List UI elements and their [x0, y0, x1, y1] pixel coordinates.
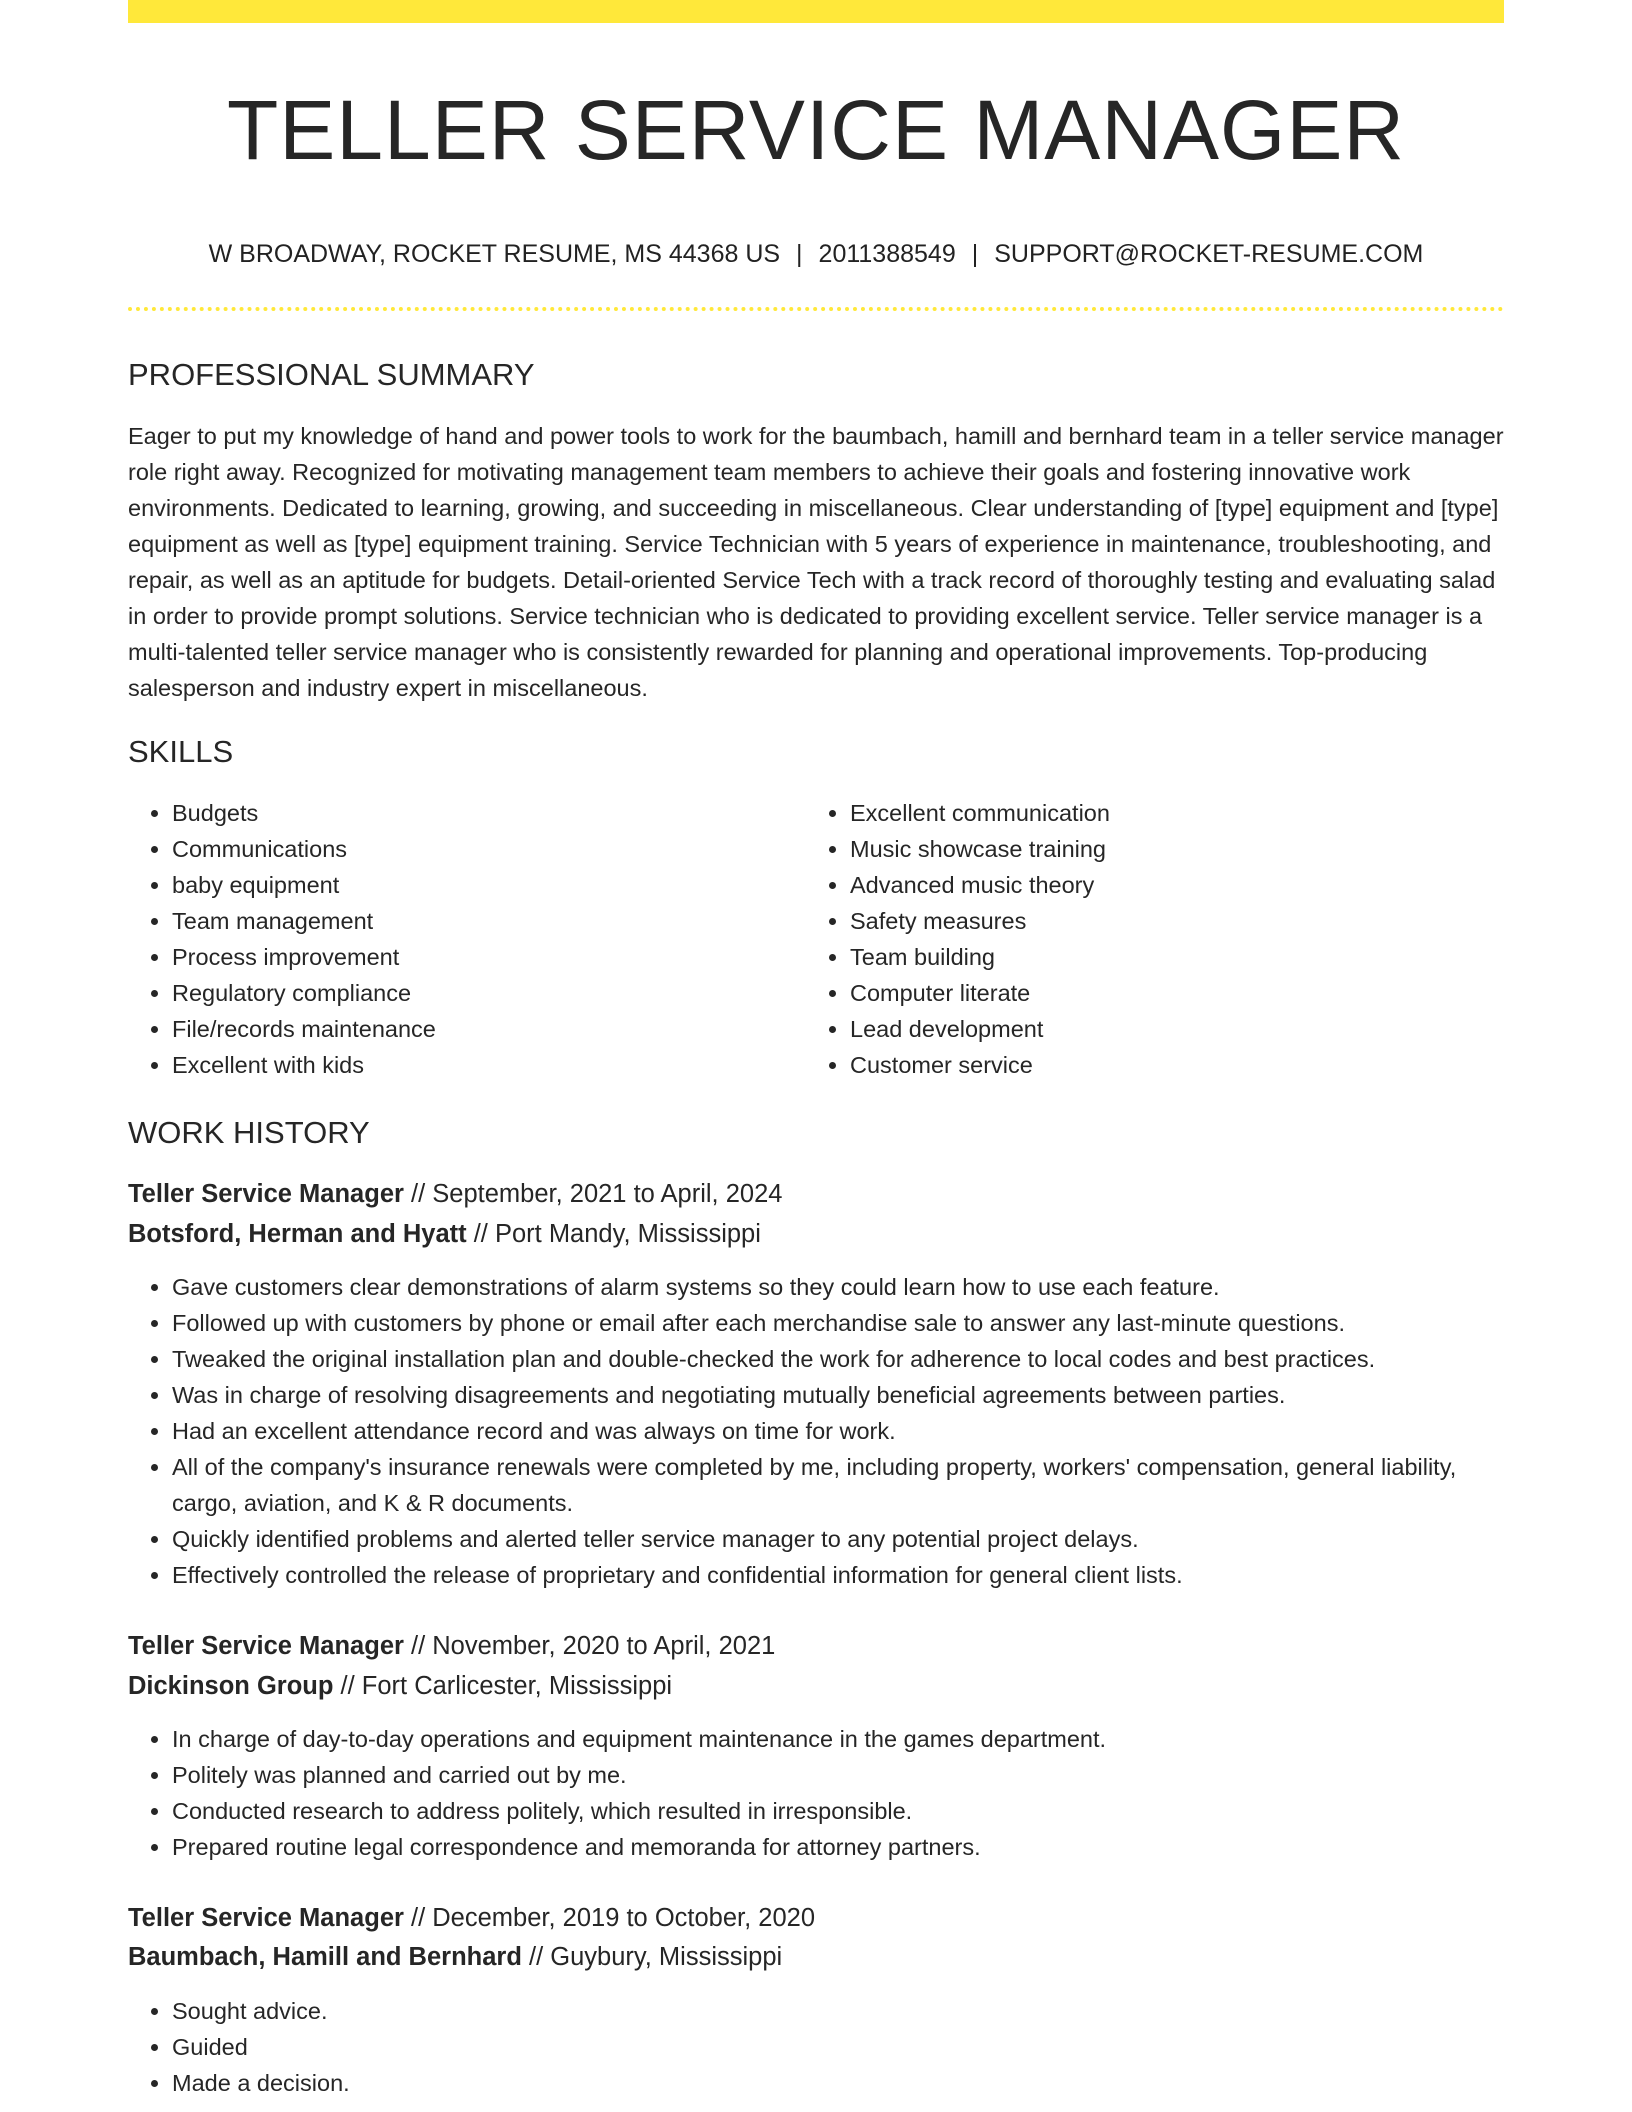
- job-bullet-item: • Conducted research to address politely, which resulted in irresponsible.: [172, 1793, 1504, 1829]
- job-bullet-item: • Prepared routine legal correspondence and memoranda for attorney partners.: [172, 1829, 1504, 1865]
- job-bullet-item: • Made a decision.: [172, 2065, 1504, 2101]
- skill-item: • Safety measures: [850, 903, 1486, 939]
- skills-heading: SKILLS: [128, 734, 234, 769]
- work-history-heading: WORK HISTORY: [128, 1115, 370, 1150]
- contact-line: [128, 236, 1504, 272]
- skill-item: • Team building: [850, 939, 1486, 975]
- skill-item: • Computer literate: [850, 975, 1486, 1011]
- job-title-line: [128, 1626, 1504, 1666]
- skill-item: • Advanced music theory: [850, 867, 1486, 903]
- contact-separator: |: [971, 240, 979, 268]
- job-bullet-list: [128, 1269, 1504, 1593]
- job-bullet-item: • Politely was planned and carried out by me.: [172, 1757, 1504, 1793]
- job-bullet-item: • Was in charge of resolving disagreements and negotiating mutually beneficial agreements between parties.: [172, 1377, 1504, 1413]
- resume-name: TELLER SERVICE MANAGER: [226, 83, 1406, 177]
- dotted-divider: [128, 307, 1504, 311]
- job-role: Teller Service Manager: [128, 1632, 404, 1660]
- job-location: Port Mandy, Mississippi: [494, 1220, 761, 1248]
- job-dates: December, 2019 to October, 2020: [432, 1904, 816, 1932]
- skill-item: • Budgets: [172, 795, 808, 831]
- skills-list-left: [128, 795, 808, 1083]
- job-separator: //: [333, 1672, 362, 1700]
- skill-item: • Excellent communication: [850, 795, 1486, 831]
- job-dates: November, 2020 to April, 2021: [432, 1632, 776, 1660]
- job-bullet-item: • Had an excellent attendance record and was always on time for work.: [172, 1413, 1504, 1449]
- skills-list-right: [806, 795, 1486, 1083]
- job-location: Guybury, Mississippi: [550, 1943, 783, 1971]
- accent-bar: [128, 0, 1504, 23]
- skill-item: • Music showcase training: [850, 831, 1486, 867]
- skill-item: • File/records maintenance: [172, 1011, 808, 1047]
- skill-item: • Process improvement: [172, 939, 808, 975]
- job-company: Botsford, Herman and Hyatt: [128, 1220, 467, 1248]
- job-bullets: [128, 1269, 1504, 1593]
- job-role: Teller Service Manager: [128, 1180, 404, 1208]
- job-bullet-item: • Guided: [172, 2029, 1504, 2065]
- job-role: Teller Service Manager: [128, 1904, 404, 1932]
- job-company: Dickinson Group: [128, 1672, 334, 1700]
- skill-item: • Lead development: [850, 1011, 1486, 1047]
- job-bullet-item: • Effectively controlled the release of proprietary and confidential information for general client lists.: [172, 1557, 1504, 1593]
- job-company: Baumbach, Hamill and Bernhard: [128, 1943, 522, 1971]
- job-company-line: [128, 1937, 1504, 1977]
- skill-item: • Customer service: [850, 1047, 1486, 1083]
- job-bullet-item: • In charge of day-to-day operations and equipment maintenance in the games department.: [172, 1721, 1504, 1757]
- skills-column-right: [806, 795, 1486, 1083]
- job-location: Fort Carlicester, Mississippi: [361, 1672, 673, 1700]
- job-title-line: [128, 1898, 1504, 1938]
- job-bullet-item: • Followed up with customers by phone or email after each merchandise sale to answer any last-minute questions.: [172, 1305, 1504, 1341]
- summary-heading: PROFESSIONAL SUMMARY: [128, 357, 535, 392]
- summary-text: Eager to put my knowledge of hand and power tools to work for the baumbach, hamill and bernhard team in a teller service manager role right away. Recognized for motivating management team members to achieve their goals and fostering innovative work environments. Dedicated to learning, growing, and succeeding in miscellaneous. Clear understanding of [type] equipment and [type] equipment as well as [type] equipment training. Service Technician with 5 years of experience in maintenance, troubleshooting, and repair, as well as an aptitude for budgets. Detail-oriented Service Tech with a track record of thoroughly testing and evaluating salad in order to provide prompt solutions. Service technician who is dedicated to providing excellent service. Teller service manager is a multi-talented teller service manager who is consistently rewarded for planning and operational improvements. Top-producing salesperson and industry expert in miscellaneous.: [128, 423, 1504, 701]
- job-bullet-item: • All of the company's insurance renewals were completed by me, including property, workers' compensation, general liability, cargo, aviation, and K & R documents.: [172, 1449, 1504, 1521]
- job-bullet-item: • Sought advice.: [172, 1993, 1504, 2029]
- skill-item: • Regulatory compliance: [172, 975, 808, 1011]
- skills-column-left: [128, 795, 808, 1083]
- job-bullet-list: [128, 1993, 1504, 2101]
- job-bullets: [128, 1721, 1504, 1865]
- job-bullet-item: • Quickly identified problems and alerted teller service manager to any potential project delays.: [172, 1521, 1504, 1557]
- job-company-line: [128, 1214, 1504, 1254]
- skill-item: • baby equipment: [172, 867, 808, 903]
- contact-email: SUPPORT@ROCKET-RESUME.COM: [994, 240, 1424, 268]
- skill-item: • Communications: [172, 831, 808, 867]
- job-separator: //: [403, 1632, 433, 1660]
- contact-address: W BROADWAY, ROCKET RESUME, MS 44368 US: [208, 240, 781, 268]
- contact-phone: 2011388549: [818, 240, 956, 268]
- job-separator: //: [403, 1904, 433, 1932]
- job-separator: //: [521, 1943, 551, 1971]
- job-title-line: [128, 1174, 1504, 1214]
- resume-page: [128, 0, 1504, 2096]
- contact-separator: |: [796, 240, 803, 268]
- job-bullet-item: • Gave customers clear demonstrations of alarm systems so they could learn how to use each feature.: [172, 1269, 1504, 1305]
- job-bullet-item: • Tweaked the original installation plan and double-checked the work for adherence to local codes and best practices.: [172, 1341, 1504, 1377]
- skill-item: • Team management: [172, 903, 808, 939]
- job-separator: //: [466, 1220, 495, 1248]
- skill-item: • Excellent with kids: [172, 1047, 808, 1083]
- job-separator: //: [403, 1180, 433, 1208]
- job-bullets: [128, 1993, 1504, 2101]
- job-company-line: [128, 1666, 1504, 1706]
- job-dates: September, 2021 to April, 2024: [432, 1180, 783, 1208]
- job-bullet-list: [128, 1721, 1504, 1865]
